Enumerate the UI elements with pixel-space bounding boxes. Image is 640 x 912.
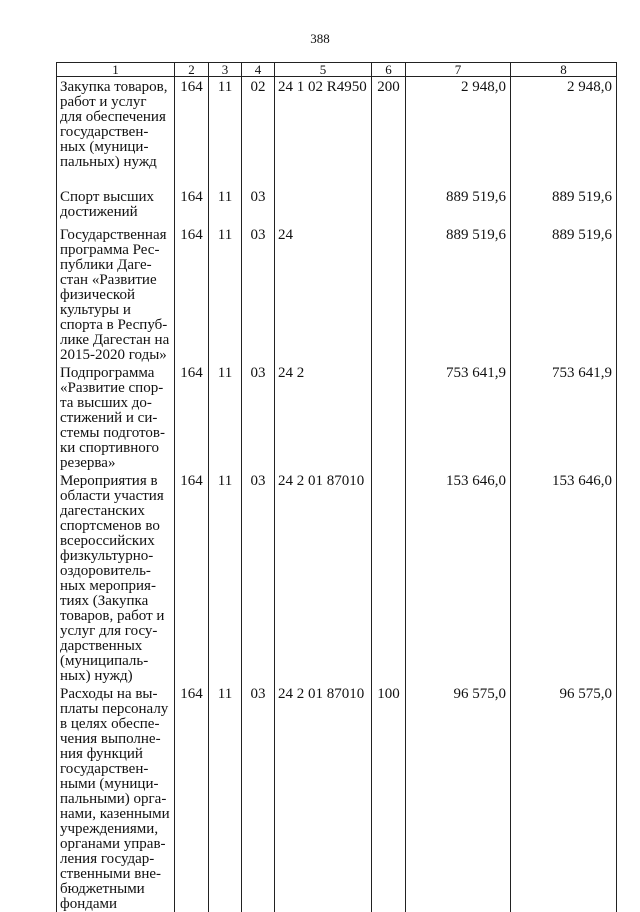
row-col-8: 153 646,0 [511,471,617,684]
header-col-6: 6 [372,63,406,77]
row-col-5: 24 [275,225,372,363]
row-col-5: 24 1 02 R4950 [275,77,372,187]
row-col-3: 11 [209,77,242,187]
row-name: Закупка товаров, работ и услуг для обеспечения государствен-ных (муници-пальных) нужд [57,77,175,187]
row-col-2: 164 [175,363,209,471]
row-col-2: 164 [175,77,209,187]
row-col-2: 164 [175,684,209,912]
table-row [57,471,617,684]
row-col-8: 889 519,6 [511,225,617,363]
row-col-3: 11 [209,471,242,684]
row-col-6: 100 [372,684,406,912]
page-number: 388 [310,31,330,46]
row-col-8: 2 948,0 [511,77,617,187]
header-col-7: 7 [406,63,511,77]
row-col-6 [372,363,406,471]
header-col-5: 5 [275,63,372,77]
row-name: Спорт высших достижений [57,187,175,225]
row-name: Подпрограмма «Развитие спор-та высших до-стижений и си-стемы подготов-ки спортивного резерва» [57,363,175,471]
row-name: Государственная программа Рес-публики Даге-стан «Развитие физической культуры и спорта в Респуб-лике Дагестан на 2015-2020 годы» [57,225,175,363]
row-name: Мероприятия в области участия дагестанских спортсменов во всероссийских физкультурно-оздоровитель-ных мероприя-тиях (Закупка товаров, работ и услуг для госу-дарственных (муниципаль-ных) нужд) [57,471,175,684]
row-col-3: 11 [209,225,242,363]
row-col-8: 753 641,9 [511,363,617,471]
header-col-3: 3 [209,63,242,77]
row-col-7: 96 575,0 [406,684,511,912]
row-col-6 [372,187,406,225]
row-col-4: 03 [242,684,275,912]
row-col-5 [275,187,372,225]
header-col-2: 2 [175,63,209,77]
row-col-8: 96 575,0 [511,684,617,912]
table-row [57,363,617,471]
table-row [57,225,617,363]
header-col-8: 8 [511,63,617,77]
row-col-7: 753 641,9 [406,363,511,471]
header-col-4: 4 [242,63,275,77]
row-col-7: 2 948,0 [406,77,511,187]
row-col-3: 11 [209,684,242,912]
row-col-4: 03 [242,471,275,684]
header-col-1: 1 [57,63,175,77]
table-row [57,684,617,912]
row-col-7: 153 646,0 [406,471,511,684]
table-row [57,187,617,225]
budget-table [56,62,617,912]
row-col-3: 11 [209,363,242,471]
row-col-6 [372,225,406,363]
row-col-5: 24 2 01 87010 [275,471,372,684]
row-col-4: 03 [242,363,275,471]
row-col-2: 164 [175,187,209,225]
table-row [57,77,617,187]
row-col-2: 164 [175,471,209,684]
row-col-4: 02 [242,77,275,187]
row-col-2: 164 [175,225,209,363]
row-col-4: 03 [242,187,275,225]
row-col-6 [372,471,406,684]
row-col-5: 24 2 01 87010 [275,684,372,912]
row-col-7: 889 519,6 [406,225,511,363]
row-col-4: 03 [242,225,275,363]
row-col-6: 200 [372,77,406,187]
row-col-8: 889 519,6 [511,187,617,225]
row-col-7: 889 519,6 [406,187,511,225]
row-col-3: 11 [209,187,242,225]
row-name: Расходы на вы-платы персоналу в целях обеспе-чения выполне-ния функций государствен-ными (муници-пальными) орга-нами, казенными учреждениями, органами управ-ления государ-ственными вне-бюджетными фондами [57,684,175,912]
row-col-5: 24 2 [275,363,372,471]
table-header-row [57,63,617,77]
